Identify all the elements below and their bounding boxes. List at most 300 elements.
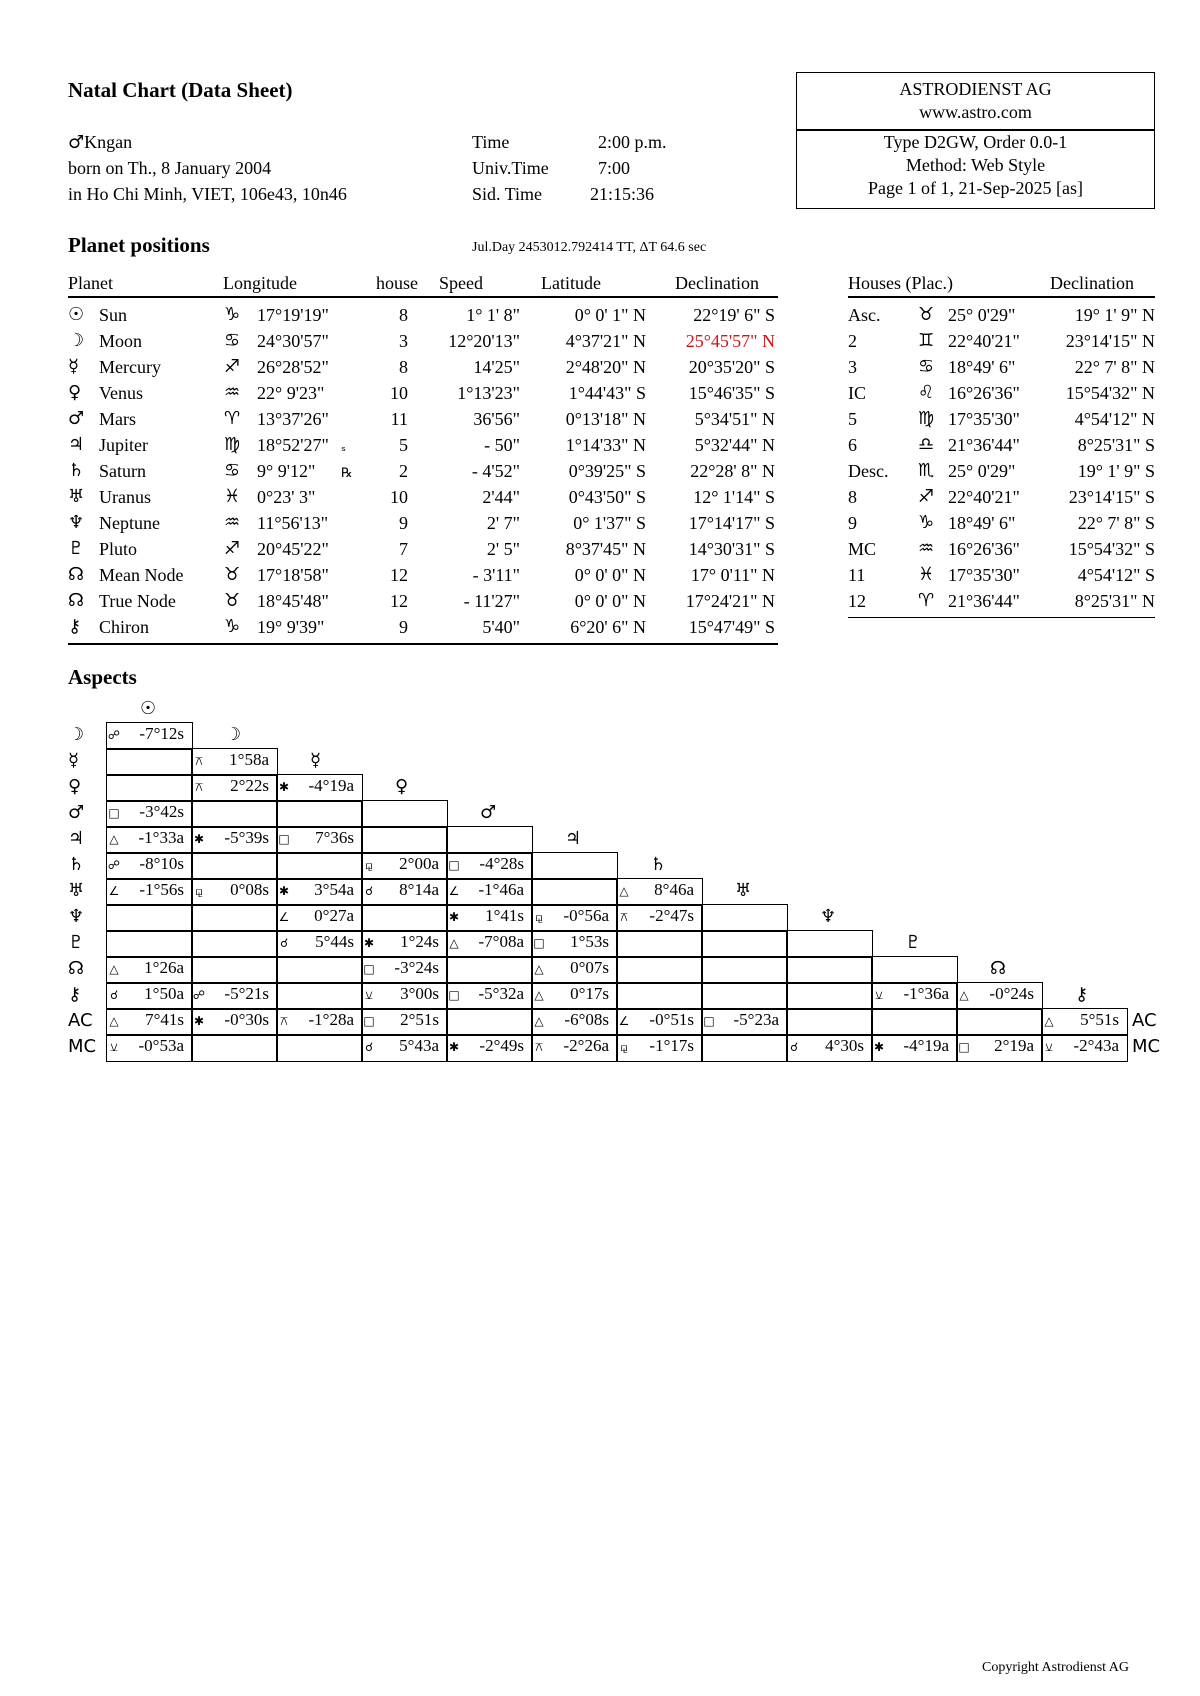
aspect-cell (701, 1008, 788, 1036)
aspect-symbol-icon: ☍ (107, 728, 121, 742)
planet-speed: 36'56" (473, 409, 520, 429)
aspect-symbol-icon: △ (449, 936, 459, 950)
planet-longitude: 22° 9'23" (257, 383, 325, 403)
house-position: 18°49' 6" (948, 357, 1016, 377)
planet-house: 5 (399, 435, 408, 455)
planet-glyph-icon: ☽ (68, 330, 85, 351)
house-declination: 22° 7' 8" N (1074, 357, 1155, 377)
aspect-cell (191, 800, 278, 828)
col-house: house (376, 273, 418, 293)
aspect-orb: -4°28s (479, 854, 524, 873)
aspect-cell (701, 956, 788, 984)
col-declination: Declination (675, 273, 759, 293)
aspect-orb: -1°36a (903, 984, 949, 1003)
aspect-cell (616, 982, 703, 1010)
aspect-orb: -4°19a (903, 1036, 949, 1055)
planet-declination: 5°32'44" N (694, 435, 775, 455)
aspect-orb: 5°44s (315, 932, 354, 951)
house-declination: 8°25'31" S (1077, 435, 1155, 455)
aspect-cell (276, 982, 363, 1010)
planet-speed: 2' 7" (486, 513, 520, 533)
aspect-cell (1041, 1034, 1128, 1062)
house-sign-icon: ♏ (918, 460, 935, 481)
planet-house: 11 (390, 409, 408, 429)
aspect-orb: -8°10s (139, 854, 184, 873)
planet-declination: 17°14'17" S (688, 513, 775, 533)
page-title: Natal Chart (Data Sheet) (68, 78, 293, 102)
planet-house: 3 (399, 331, 408, 351)
planet-latitude: 1°14'33" N (565, 435, 646, 455)
planet-glyph-icon: ♀ (68, 382, 82, 403)
aspect-cell (786, 956, 873, 984)
planet-speed: 14'25" (473, 357, 520, 377)
aspect-cell (361, 826, 448, 854)
aspect-cell (191, 826, 278, 854)
planets-bottom-rule (68, 643, 778, 645)
house-position: 17°35'30" (948, 565, 1020, 585)
publisher-url: www.astro.com (919, 102, 1032, 122)
aspect-orb: -0°24s (989, 984, 1034, 1003)
aspect-orb: 2°19a (994, 1036, 1034, 1055)
planet-house: 12 (390, 591, 408, 611)
aspect-orb: 8°14a (399, 880, 439, 899)
aspect-col-header-icon: ♆ (820, 906, 837, 927)
planet-declination: 25°45'57" N (685, 331, 775, 351)
planet-declination: 17° 0'11" N (690, 565, 775, 585)
aspect-orb: 1°53s (570, 932, 609, 951)
aspect-symbol-icon: ∠ (448, 884, 460, 898)
planet-glyph-icon: ♃ (68, 434, 85, 455)
planet-latitude: 0°13'18" N (565, 409, 646, 429)
aspect-cell (446, 1008, 533, 1036)
aspect-row-label: ♅ (68, 880, 85, 901)
aspect-orb: -1°17s (649, 1036, 694, 1055)
aspect-col-header-icon: ☊ (990, 958, 1006, 979)
motion-mark-icon: ℞ (341, 466, 353, 481)
person-name: ♂Kngan (68, 132, 133, 153)
aspect-cell (616, 956, 703, 984)
aspect-cell (361, 930, 448, 958)
aspect-symbol-icon: ✱ (873, 1040, 885, 1054)
aspect-cell (106, 826, 193, 854)
planet-declination: 14°30'31" S (688, 539, 775, 559)
sid-time-value: 21:15:36 (590, 184, 655, 204)
aspect-symbol-icon: ✱ (363, 936, 375, 950)
sign-icon: ♍ (224, 434, 241, 455)
aspect-symbol-icon: ⚺ (1045, 1040, 1053, 1054)
aspect-cell (191, 748, 278, 776)
aspect-symbol-icon: △ (1044, 1014, 1054, 1028)
planet-declination: 22°28' 8" N (690, 461, 775, 481)
aspect-cell (361, 852, 448, 880)
aspect-cell (106, 878, 193, 906)
planet-speed: 1° 1' 8" (466, 305, 520, 325)
planet-latitude: 8°37'45" N (565, 539, 646, 559)
planet-speed: - 11'27" (463, 591, 520, 611)
aspect-row-label: ♇ (68, 932, 85, 953)
aspect-cell (191, 956, 278, 984)
aspect-cell (446, 852, 533, 880)
aspect-cell (361, 1034, 448, 1062)
aspect-cell (701, 904, 788, 932)
house-declination: 4°54'12" N (1074, 409, 1155, 429)
aspect-cell (106, 774, 193, 802)
aspect-orb: 2°00a (399, 854, 439, 873)
planet-speed: 2'44" (482, 487, 520, 507)
planet-declination: 5°34'51" N (694, 409, 775, 429)
house-name: IC (848, 383, 866, 403)
aspect-orb: -5°21s (224, 984, 269, 1003)
planet-longitude: 18°45'48" (257, 591, 329, 611)
aspect-row-label: MC (68, 1036, 97, 1057)
house-name: 2 (848, 331, 857, 351)
aspect-row-label: ♄ (68, 854, 85, 875)
planets-header-rule (68, 296, 778, 298)
aspect-cell (361, 878, 448, 906)
aspect-col-header-icon: ☿ (310, 750, 322, 771)
planet-glyph-icon: ♅ (68, 486, 85, 507)
aspect-orb: 5°43a (399, 1036, 439, 1055)
aspect-row-label-right: AC (1132, 1010, 1157, 1031)
aspect-cell (106, 982, 193, 1010)
aspect-symbol-icon: □ (958, 1040, 970, 1054)
house-declination: 4°54'12" S (1077, 565, 1155, 585)
planet-name: Jupiter (99, 435, 148, 455)
planet-latitude: 0° 0' 0" N (574, 591, 646, 611)
aspect-symbol-icon: ⚺ (110, 1040, 118, 1054)
aspect-cell (956, 1034, 1043, 1062)
col-longitude: Longitude (223, 273, 297, 293)
planet-declination: 15°46'35" S (688, 383, 775, 403)
aspect-symbol-icon: ✱ (193, 832, 205, 846)
copyright: Copyright Astrodienst AG (982, 1660, 1130, 1675)
planet-speed: - 4'52" (471, 461, 520, 481)
sign-icon: ♉ (224, 590, 241, 611)
aspect-cell (1041, 1008, 1128, 1036)
aspect-orb: -4°19a (308, 776, 354, 795)
aspect-cell (531, 956, 618, 984)
aspect-cell (191, 1034, 278, 1062)
aspect-cell (446, 1034, 533, 1062)
sign-icon: ♉ (224, 564, 241, 585)
aspect-cell (531, 930, 618, 958)
order-method: Method: Web Style (905, 155, 1046, 175)
aspect-orb: 5°51s (1080, 1010, 1119, 1029)
aspect-row-label: AC (68, 1010, 93, 1031)
aspect-cell (616, 930, 703, 958)
aspect-symbol-icon: △ (534, 1014, 544, 1028)
aspect-cell (276, 930, 363, 958)
aspect-symbol-icon: □ (363, 962, 375, 976)
planet-longitude: 26°28'52" (257, 357, 329, 377)
planet-name: Sun (99, 305, 128, 325)
planet-longitude: 13°37'26" (257, 409, 329, 429)
planet-glyph-icon: ♂ (68, 408, 85, 429)
planet-house: 8 (399, 357, 408, 377)
planet-glyph-icon: ☿ (68, 356, 80, 377)
house-declination: 15°54'32" N (1065, 383, 1155, 403)
house-position: 25° 0'29" (948, 305, 1016, 325)
planet-speed: 2' 5" (486, 539, 520, 559)
house-sign-icon: ♐ (918, 486, 935, 507)
col-houses: Houses (Plac.) (848, 273, 953, 293)
aspect-orb: -2°26a (563, 1036, 609, 1055)
planet-house: 9 (399, 617, 408, 637)
aspect-cell (531, 1034, 618, 1062)
aspect-orb: 2°22s (230, 776, 269, 795)
aspect-orb: -1°46a (478, 880, 524, 899)
house-name: 6 (848, 435, 857, 455)
aspect-orb: -7°12s (139, 724, 184, 743)
aspect-symbol-icon: ☌ (364, 1040, 374, 1054)
house-sign-icon: ♍ (918, 408, 935, 429)
aspect-orb: 7°41s (145, 1010, 184, 1029)
aspect-cell (446, 904, 533, 932)
aspect-symbol-icon: ✱ (448, 1040, 460, 1054)
house-position: 22°40'21" (948, 487, 1020, 507)
publisher-name: ASTRODIENST AG (899, 79, 1052, 99)
aspect-col-header-icon: ♄ (650, 854, 667, 875)
col-latitude: Latitude (541, 273, 601, 293)
aspect-col-header-icon: ☽ (225, 724, 242, 745)
aspect-symbol-icon: ⚻ (535, 1040, 543, 1054)
aspect-row-label: ☿ (68, 750, 80, 771)
aspect-symbol-icon: □ (533, 936, 545, 950)
houses-bottom-rule (848, 617, 1155, 618)
time-value: 2:00 p.m. (598, 132, 667, 152)
aspect-orb: 4°30s (825, 1036, 864, 1055)
planet-glyph-icon: ☊ (68, 590, 84, 611)
aspect-symbol-icon: □ (108, 806, 120, 820)
house-position: 16°26'36" (948, 539, 1020, 559)
aspect-symbol-icon: □ (448, 858, 460, 872)
aspect-cell (446, 930, 533, 958)
col-speed: Speed (439, 273, 483, 293)
aspect-cell (191, 1008, 278, 1036)
sid-time-label: Sid. Time (472, 184, 543, 204)
aspect-cell (276, 826, 363, 854)
planet-name: Neptune (99, 513, 160, 533)
aspect-cell (871, 982, 958, 1010)
house-sign-icon: ♎ (918, 434, 935, 455)
house-name: Desc. (848, 461, 889, 481)
aspect-orb: -5°32a (478, 984, 524, 1003)
aspect-symbol-icon: ⚼ (364, 858, 374, 872)
aspect-orb: -2°47s (649, 906, 694, 925)
planet-latitude: 4°37'21" N (565, 331, 646, 351)
planet-glyph-icon: ⚷ (68, 616, 82, 637)
sign-icon: ♈ (224, 408, 241, 429)
aspect-cell (531, 1008, 618, 1036)
aspect-cell (276, 878, 363, 906)
sign-icon: ♒ (224, 512, 241, 533)
aspect-cell (361, 956, 448, 984)
planet-declination: 17°24'21" N (685, 591, 775, 611)
aspect-row-label: ♂ (68, 802, 85, 823)
aspect-symbol-icon: ⚼ (534, 910, 544, 924)
planet-speed: - 50" (484, 435, 520, 455)
house-position: 16°26'36" (948, 383, 1020, 403)
aspect-symbol-icon: △ (534, 962, 544, 976)
aspect-cell (361, 982, 448, 1010)
house-sign-icon: ♑ (918, 512, 935, 533)
sign-icon: ♋ (224, 460, 241, 481)
aspect-orb: -5°39s (224, 828, 269, 847)
aspect-symbol-icon: □ (278, 832, 290, 846)
sign-icon: ♐ (224, 538, 241, 559)
aspect-orb: 0°07s (570, 958, 609, 977)
planet-longitude: 19° 9'39" (257, 617, 325, 637)
aspect-cell (191, 930, 278, 958)
aspect-col-header-icon: ♇ (905, 932, 922, 953)
sign-icon: ♑ (224, 616, 241, 637)
gender-icon: ♂ (68, 132, 85, 153)
aspect-orb: 2°51s (400, 1010, 439, 1029)
planet-declination: 12° 1'14" S (693, 487, 775, 507)
planet-speed: 5'40" (482, 617, 520, 637)
aspect-cell (701, 930, 788, 958)
aspect-symbol-icon: ⚻ (620, 910, 628, 924)
aspect-orb: 1°50a (144, 984, 184, 1003)
aspect-symbol-icon: ⚼ (619, 1040, 629, 1054)
aspect-symbol-icon: ⚻ (195, 780, 203, 794)
house-sign-icon: ♒ (918, 538, 935, 559)
aspect-col-header-icon: ♃ (565, 828, 582, 849)
aspect-symbol-icon: △ (959, 988, 969, 1002)
aspect-symbol-icon: □ (703, 1014, 715, 1028)
house-name: Asc. (848, 305, 881, 325)
house-position: 25° 0'29" (948, 461, 1016, 481)
house-declination: 23°14'15" S (1068, 487, 1155, 507)
planet-house: 2 (399, 461, 408, 481)
house-name: 5 (848, 409, 857, 429)
aspect-cell (531, 878, 618, 906)
aspect-cell (106, 852, 193, 880)
planet-name: True Node (99, 591, 176, 611)
sign-icon: ♒ (224, 382, 241, 403)
house-declination: 23°14'15" N (1065, 331, 1155, 351)
aspect-orb: -3°24s (394, 958, 439, 977)
aspect-col-header-icon: ♅ (735, 880, 752, 901)
col-houses-declination: Declination (1050, 273, 1134, 293)
planet-longitude: 24°30'57" (257, 331, 329, 351)
aspect-cell (531, 982, 618, 1010)
planet-house: 10 (390, 383, 408, 403)
aspect-symbol-icon: ✱ (278, 884, 290, 898)
house-sign-icon: ♊ (918, 330, 935, 351)
aspect-col-header-icon: ⚷ (1075, 984, 1089, 1005)
planet-latitude: 2°48'20" N (565, 357, 646, 377)
aspect-cell (106, 1008, 193, 1036)
planet-glyph-icon: ☉ (68, 304, 85, 325)
planet-declination: 20°35'20" S (688, 357, 775, 377)
house-declination: 19° 1' 9" S (1077, 461, 1155, 481)
aspect-cell (276, 852, 363, 880)
planet-longitude: 17°19'19" (257, 305, 329, 325)
aspect-orb: 1°24s (400, 932, 439, 951)
aspect-symbol-icon: △ (109, 962, 119, 976)
aspect-cell (616, 1034, 703, 1062)
aspect-cell (786, 930, 873, 958)
planet-glyph-icon: ♇ (68, 538, 85, 559)
aspect-cell (956, 1008, 1043, 1036)
aspect-orb: 1°26a (144, 958, 184, 977)
planet-longitude: 20°45'22" (257, 539, 329, 559)
aspect-col-header-icon: ♂ (480, 802, 497, 823)
planet-name: Chiron (99, 617, 150, 637)
aspect-cell (361, 904, 448, 932)
col-planet: Planet (68, 273, 113, 293)
house-position: 22°40'21" (948, 331, 1020, 351)
aspect-row-label: ♃ (68, 828, 85, 849)
house-position: 21°36'44" (948, 591, 1020, 611)
order-box (796, 129, 1155, 209)
aspect-orb: 0°08s (230, 880, 269, 899)
aspect-cell (361, 1008, 448, 1036)
aspect-col-header-icon: ♀ (395, 776, 409, 797)
aspect-orb: -3°42s (139, 802, 184, 821)
aspect-cell (191, 982, 278, 1010)
planet-longitude: 18°52'27" (257, 435, 329, 455)
aspect-symbol-icon: ☍ (107, 858, 121, 872)
time-label: Time (472, 132, 510, 152)
aspect-orb: -2°49s (479, 1036, 524, 1055)
aspect-symbol-icon: ☌ (789, 1040, 799, 1054)
aspect-cell (701, 1034, 788, 1062)
house-name: 3 (848, 357, 857, 377)
aspect-cell (106, 1034, 193, 1062)
aspect-cell (956, 982, 1043, 1010)
aspect-symbol-icon: ☌ (279, 936, 289, 950)
house-declination: 15°54'32" S (1068, 539, 1155, 559)
aspect-row-label-right: MC (1132, 1036, 1161, 1057)
planet-name: Mars (99, 409, 136, 429)
univ-time-label: Univ.Time (472, 158, 549, 178)
planet-speed: - 3'11" (472, 565, 520, 585)
planet-latitude: 6°20' 6" N (570, 617, 646, 637)
aspect-row-label: ♀ (68, 776, 82, 797)
aspect-cell (276, 956, 363, 984)
planet-longitude: 0°23' 3" (257, 487, 316, 507)
sign-icon: ♐ (224, 356, 241, 377)
house-name: 8 (848, 487, 857, 507)
aspect-orb: -0°30s (224, 1010, 269, 1029)
planet-longitude: 9° 9'12" (257, 461, 316, 481)
planet-positions-title: Planet positions (68, 233, 210, 257)
aspect-cell (786, 982, 873, 1010)
planet-glyph-icon: ☊ (68, 564, 84, 585)
planet-latitude: 0° 0' 0" N (574, 565, 646, 585)
planet-house: 8 (399, 305, 408, 325)
planet-longitude: 11°56'13" (257, 513, 329, 533)
planet-name: Pluto (99, 539, 138, 559)
aspect-symbol-icon: ✱ (448, 910, 460, 924)
house-sign-icon: ♌ (918, 382, 935, 403)
house-sign-icon: ♈ (918, 590, 935, 611)
aspect-cell (871, 1034, 958, 1062)
aspect-cell (276, 904, 363, 932)
aspect-cell (786, 1008, 873, 1036)
aspect-cell (276, 1008, 363, 1036)
planet-latitude: 0° 0' 1" N (574, 305, 646, 325)
birth-place: in Ho Chi Minh, VIET, 106e43, 10n46 (68, 184, 347, 204)
aspect-symbol-icon: △ (109, 1014, 119, 1028)
planet-latitude: 0° 1'37" S (573, 513, 646, 533)
aspect-symbol-icon: △ (109, 832, 119, 846)
aspect-cell (446, 982, 533, 1010)
julian-day: Jul.Day 2453012.792414 TT, ΔT 64.6 sec (472, 240, 707, 255)
aspect-cell (191, 878, 278, 906)
